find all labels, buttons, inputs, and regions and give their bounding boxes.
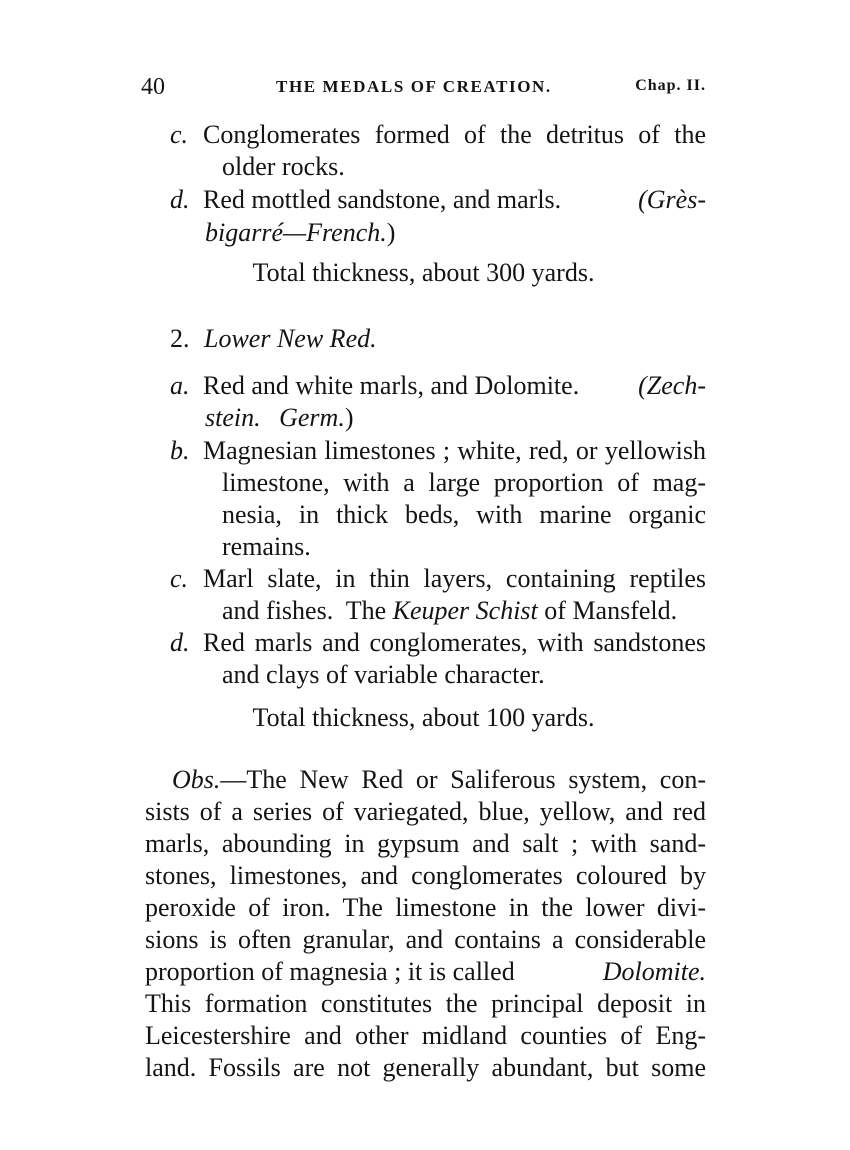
item-text-continuation: and clays of variable character.	[222, 660, 545, 689]
closing-paren: )	[386, 218, 396, 247]
observation-line: marls, abounding in gypsum and salt ; with sand-	[145, 829, 706, 858]
italic-term: stein.	[205, 403, 261, 432]
observation-text	[172, 764, 706, 796]
item-text-italic: (Grès-	[638, 185, 706, 214]
observation-line: Leicestershire and other midland counties of Eng-	[145, 1021, 706, 1050]
total-thickness-lower: Total thickness, about 100 yards.	[252, 703, 595, 732]
observation-line: stones, limestones, and conglomerates coloured by	[145, 861, 706, 890]
item-text: Red and white marls, and Dolomite.	[203, 371, 580, 400]
text-segment: of Mansfeld.	[544, 596, 678, 625]
text-segment: The	[345, 596, 387, 625]
chapter-label: Chap. II.	[635, 77, 706, 94]
item-label: b.	[170, 436, 190, 465]
observation-line: This formation constitutes the principal deposit in	[145, 989, 706, 1018]
item-label: c.	[170, 120, 189, 149]
running-head	[141, 74, 706, 104]
item-text-continuation: remains.	[222, 532, 311, 561]
item-text: Magnesian limestones ; white, red, or yellowish	[203, 436, 706, 465]
item-label: d.	[170, 185, 190, 214]
item-label: c.	[170, 564, 189, 593]
item-text: Marl slate, in thin layers, containing reptiles	[203, 564, 706, 593]
italic-term: bigarré—French.	[205, 218, 387, 247]
section-heading	[170, 323, 377, 355]
item-text: Red mottled sandstone, and marls.	[203, 185, 562, 214]
item-text-continuation	[205, 402, 354, 434]
item-text-continuation	[222, 595, 677, 627]
observation-text-segment: —The New Red or Saliferous system, con-	[220, 765, 706, 794]
item-text-italic: (Zech-	[638, 371, 706, 400]
observation-line: peroxide of iron. The limestone in the lower divi-	[145, 893, 706, 922]
heading-text: Lower New Red.	[204, 324, 377, 353]
item-label: a.	[170, 371, 190, 400]
obs-label: Obs.	[172, 765, 221, 794]
observation-line: sions is often granular, and contains a considerable	[145, 925, 706, 954]
page-number: 40	[141, 74, 165, 100]
item-text-continuation: older rocks.	[222, 152, 345, 181]
item-text: Conglomerates formed of the detritus of the	[203, 120, 706, 149]
item-text-continuation	[205, 217, 395, 249]
running-title: THE MEDALS OF CREATION.	[276, 77, 552, 96]
italic-term: Keuper Schist	[392, 596, 538, 625]
closing-paren: )	[344, 403, 354, 432]
text-segment: and fishes.	[222, 596, 334, 625]
heading-number: 2.	[170, 324, 190, 353]
italic-term: Dolomite.	[602, 957, 706, 986]
item-text-continuation: nesia, in thick beds, with marine organic	[222, 500, 706, 529]
observation-line: land. Fossils are not generally abundant, but some	[145, 1053, 706, 1082]
item-text: Red marls and conglomerates, with sandstones	[203, 628, 706, 657]
italic-term: Germ.	[279, 403, 345, 432]
observation-line: sists of a series of variegated, blue, yellow, and red	[145, 797, 706, 826]
observation-text-segment: proportion of magnesia ; it is called	[145, 957, 515, 986]
item-text-continuation: limestone, with a large proportion of mag-	[222, 468, 706, 497]
total-thickness-upper: Total thickness, about 300 yards.	[252, 258, 595, 287]
item-label: d.	[170, 628, 190, 657]
